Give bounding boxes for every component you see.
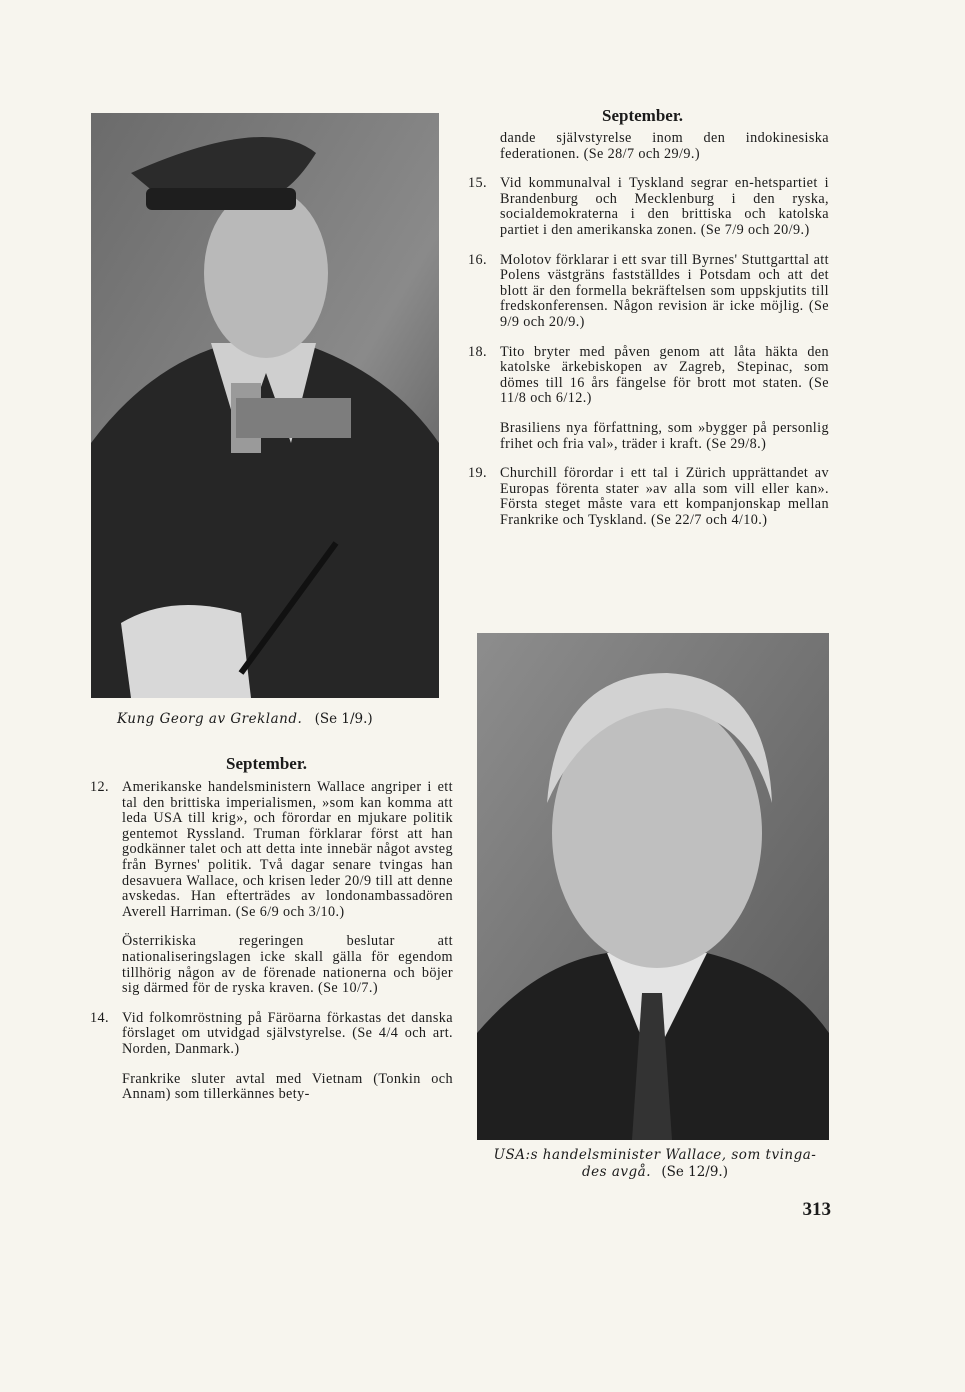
wallace-caption-line1: USA:s handelsminister Wallace, som tvinga- [493,1147,817,1163]
right-entry [468,465,829,528]
entry-number: 12. [90,779,109,795]
entry-number: 19. [468,465,487,482]
entry-text: Amerikanske handelsministern Wallace angriper i ett tal den brittiska imperialismen, »som kan komma att leda USA till krig», och förordar en mjukare politik gentemot Ryssland. Truman förklarar först att han godkänner talet och att detta inte innebär något avsteg från Byrnes' politik. Två dagar senare tvingas han desavuera Wallace, och krisen leder 20/9 till att denne avskedas. Han efterträdes av londonambassadören Averell Harriman. (Se 6/9 och 3/10.) [122,779,453,920]
right-intro [500,131,829,162]
king-georg-photo [91,113,439,698]
entry-text: Vid kommunalval i Tyskland segrar en-hetspartiet i Brandenburg och Mecklenburg i den ryska, socialdemokraterna i den brittiska och katolska partiet i den amerikanska zonen. (Se 7/9 och 20/9.) [500,175,829,238]
right-entry [500,421,829,452]
entry-number: 18. [468,343,487,360]
king-caption-text: Kung Georg av Grekland. [117,711,303,727]
left-column-heading: September. [226,754,308,773]
entry-text: Churchill förordar i ett tal i Zürich upprättandet av Europas förenta stater »av alla som vill eller kan». Första steget måste vara ett kompanjonskap mellan Frankrike och Tyskland. (Se 22/7 och 4/10.) [500,465,829,528]
left-entry [90,779,453,920]
left-column [90,779,453,1115]
right-entry [468,175,829,238]
entry-text: Österrikiska regeringen beslutar att nationaliseringslagen icke skall gälla för egendom tillhörig någon av de förenade nationerna och böjer sig därmed för de ryska kraven. (Se 10/7.) [122,933,453,997]
wallace-photo [477,633,829,1140]
wallace-caption-ref: (Se 12/9.) [661,1164,728,1180]
left-entry [122,1072,453,1103]
entry-number: 15. [468,175,487,192]
entry-text: Brasiliens nya författning, som »bygger på personlig frihet och fria val», träder i kraft. (Se 29/8.) [500,419,829,452]
entry-text: Tito bryter med påven genom att låta häkta den katolske ärkebiskopen av Zagreb, Stepinac, som dömes till 16 års fängelse för brott mot staten. (Se 11/8 och 6/12.) [500,343,829,407]
wallace-caption-line2: des avgå. [582,1164,652,1180]
entry-text: Molotov förklarar i ett svar till Byrnes' Stuttgarttal att Polens västgräns fastställdes i Potsdam och att det blott är den formella bekräftelsen som uppskjutits till fredskonferensen. Någon revision är icke möjlig. (Se 9/9 och 20/9.) [500,251,829,330]
wallace-portrait [477,633,829,1140]
entry-number: 14. [90,1009,109,1026]
king-georg-portrait [91,113,439,698]
page-number: 313 [802,1199,831,1220]
king-caption [117,711,373,728]
entry-number: 16. [468,251,487,268]
left-entry [90,1009,453,1058]
right-column-heading: September. [602,106,684,125]
right-entry [468,343,829,407]
entry-text: Frankrike sluter avtal med Vietnam (Tonkin och Annam) som tillerkännes bety- [122,1070,453,1103]
left-entry [122,934,453,996]
right-column [468,130,829,540]
right-intro-text: dande självstyrelse inom den indokinesiska federationen. (Se 28/7 och 29/9.) [500,130,829,162]
wallace-caption [481,1147,829,1181]
right-entry [468,251,829,331]
king-caption-ref: (Se 1/9.) [314,711,373,727]
entry-text: Vid folkomröstning på Färöarna förkastas det danska förslaget om utvidgad självstyrelse. (Se 4/4 och art. Norden, Danmark.) [122,1009,453,1057]
